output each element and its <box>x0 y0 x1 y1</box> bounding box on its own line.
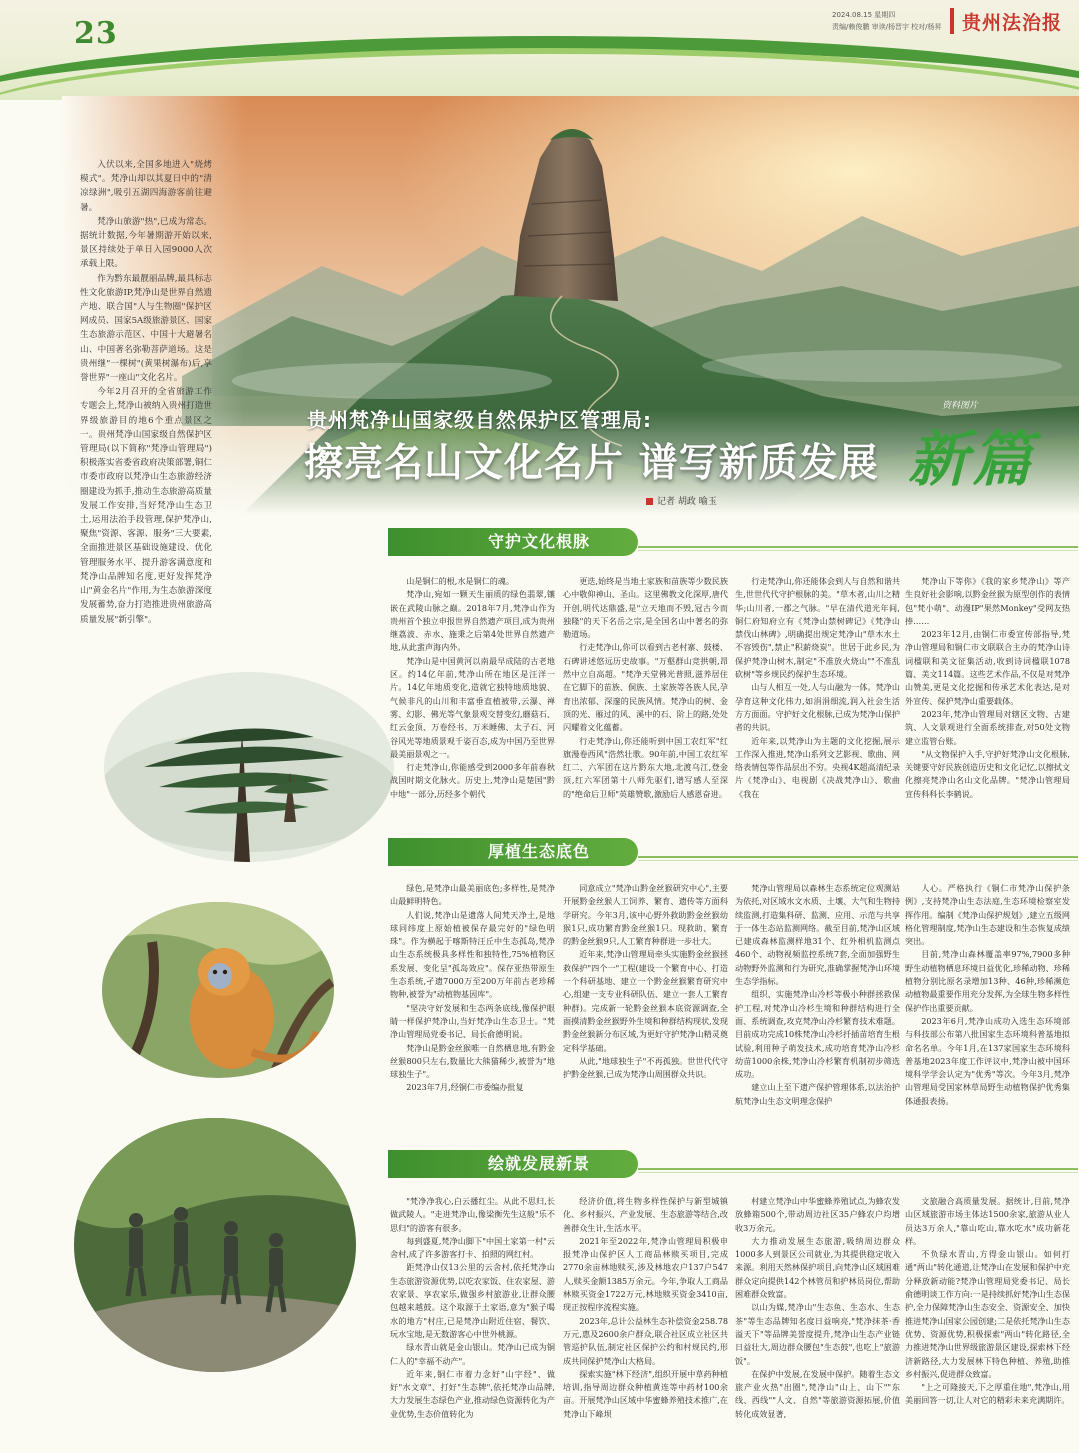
body-paragraph: 经济价值,将生物多样性保护与新型城镇化、乡村振兴、产业发展、生态旅游等结合,改善群众生计,生活水平。 <box>563 1196 728 1233</box>
section3-column-1 <box>390 1195 555 1421</box>
body-paragraph: 近年来,以梵净山为主题的文化挖掘,展示工作深入推进,梵净山系列文艺影视、歌曲、网络表情包等作品层出不穷。央视4K超高清纪录片《梵净山》、电视剧《决战梵净山》、歌曲《我在 <box>735 735 900 799</box>
lead-paragraph: 入伏以来,全国多地进入"烧烤模式"。梵净山却以其夏日中的"清凉绿洲",吸引五湖四海游客前往避暑。 <box>80 160 212 213</box>
body-paragraph: 组织、实施梵净山冷杉等极小种群拯救保护工程,对梵净山冷杉生境和种群结构进行全面、系统调查,攻克梵净山冷杉繁育技术难题。目前成功完成10株梵净山冷杉扦插苗培育生根试验,利用种子萌发技术,成功培育梵净山冷杉幼苗1000余株,梵净山冷杉繁育机制初步筛选成功。 <box>735 989 900 1080</box>
body-paragraph: 目前,梵净山森林覆盖率97%,7900多种野生动植物栖息环境日益优化,珍稀动物、珍稀植物分别比原名录增加13种、46种,珍稀濒危动植物最重要作用充分发挥,为全球生物多样性保护作出重要贡献。 <box>905 949 1070 1013</box>
section-header-ecology <box>388 838 1078 866</box>
body-paragraph: 距梵净山仅13公里的云舍村,依托梵净山生态旅游资源优势,以吃农家饭、住农家屋、游农家景、享农家乐,做强乡村旅游业,让群众腰包越来越鼓。这个取源于土家语,意为"猴子喝水的地方"村庄,已是梵净山附近住宿、餐饮、玩水宝地,是无数游客心中世外桃源。 <box>390 1262 555 1339</box>
body-paragraph: 每到盛夏,梵净山脚下"中国土家第一村"云舍村,成了许多游客打卡、拍照的网红村。 <box>390 1235 555 1260</box>
section2-column-2 <box>563 882 728 1081</box>
body-paragraph: 行走梵净山,你能感受到2000多年前春秋战国时期文化脉火。历史上,梵净山是楚国"黔中地"一部分,历经多个朝代 <box>390 762 555 799</box>
body-paragraph: 山与人相互一处,人与山融为一体。梵净山孕育这种文化伟力,如涓涓细流,润入社会生活方方面面。守护好文化根脉,已成为梵净山保护者的共识。 <box>735 682 900 733</box>
body-paragraph: 2023年,总计公益林生态补偿资金258.78万元,惠及2600余户群众,联合社区成立社区共管巡护队伍,制定社区保护公约和村规民约,形成共同保护梵净山大格局。 <box>563 1315 728 1366</box>
body-paragraph: 梵净山是黔金丝猴唯一自然栖息地,有黔金丝猴800只左右,数量比大熊猫稀少,被誉为"地球独生子"。 <box>390 1042 555 1080</box>
body-paragraph: 梵净山管理局以森林生态系统定位观测站为依托,对区域水文水质、土壤、大气和生物持续监测,打造集科研、监测、应用、示范与共享于一体生态站监测网络。截至目前,梵净山区域已建成森林监测样地31个、红外相机监测点460个、动物视频监控系统7套,全面加强野生动物野外监测和行为研究,准确掌握梵净山环境生态学指标。 <box>735 883 900 987</box>
body-paragraph: 行走梵净山,你可以看到古老村寨、鼓楼、石碑讲述悠远历史故事。"万壑群山竞拱朝,昂然中立自高超。"梵净天堂佛光普照,滋养居住在它脚下的苗族、侗族、土家族等各族人民,孕育出浓郁、深邃的民族风情。梵净山的树、金顶的光、雁过的风、溪中的石、阶上的路,处处闪耀着文化蕴蓄。 <box>563 642 728 733</box>
section2-column-1 <box>390 882 555 1095</box>
section3-column-3 <box>735 1195 900 1421</box>
body-paragraph: 2023年6月,梵净山成功入选生态环境部与科技部公布第八批国家生态环境科普基地拟命名名单。今年1月,在137家国家生态环境科普基地2023年度工作评议中,梵净山被中国环境科学学会认定为"优秀"等次。今年3月,梵净山管理局受国家林草局野生动植物保护优秀集体通报表扬。 <box>905 1015 1070 1106</box>
lead-paragraph: 作为黔东最靓丽品牌,最具标志性文化旅游IP,梵净山是世界自然遗产地、联合国"人与生物圈"保护区网成员、国家5A级旅游景区、国家生态旅游示范区、中国十大避暑名山、中国著名弥勒菩萨道场。这是贵州继"一棵树"(黄果树瀑布)后,享誉世界"一座山"文化名片。 <box>80 273 212 384</box>
section-rule <box>638 856 1078 858</box>
section-title: 绘就发展新景 <box>388 1150 638 1178</box>
newspaper-masthead: 贵州法治报 <box>962 12 1063 34</box>
body-paragraph: 行走梵净山,你还能听到中国工农红军"红旗漫卷西风"浩然壮歌。90年前,中国工农红军红二、六军团在这片黔东大地,北渡乌江,登金顶,红六军团第十八师先驱们,谱写感人至深的"绝命后卫师"英雄赞歌,激励后人感恩奋进。 <box>563 735 728 799</box>
body-paragraph: "梵净净我心,白云播红尘。从此不思归,长做武陵人。"走进梵净山,像梁衡先生这般"乐不思归"的游客有很多。 <box>390 1196 555 1233</box>
body-paragraph: 绿水青山就是金山银山。梵净山已成为铜仁人的"幸福不动产"。 <box>390 1342 555 1366</box>
page-header-band <box>0 0 1079 100</box>
body-paragraph: 在保护中发展,在发展中保护。随着生态文旅产业火热"出圈",梵净山"山上、山下""东线、西线""人文、自然"等旅游资源拓展,价值转化成效显著, <box>735 1368 900 1419</box>
photo-credit: 资料图片 <box>942 401 979 411</box>
byline <box>646 494 717 507</box>
lead-column <box>80 158 212 627</box>
body-paragraph: "从文物保护入手,守护好梵净山文化根脉,关键要守好民族创造历史和文化记忆,以擦拭文化擦亮梵净山名山文化品牌。"梵净山管理局宣传科科长李鹤说。 <box>905 748 1070 799</box>
page-number: 23 <box>74 16 118 51</box>
headline-subtitle: 贵州梵净山国家级自然保护区管理局: <box>307 408 652 432</box>
section-rule <box>638 550 1078 551</box>
section-rule <box>638 1172 1078 1173</box>
body-paragraph: 梵净山下等你》《我的家乡梵净山》等产生良好社会影响,以黔金丝猴为原型创作的表情包"梵小萌"、动漫IP"果然Monkey"受网友热捧…… <box>905 576 1070 626</box>
headline-calligraphy: 新篇 <box>908 425 1036 495</box>
golden-monkey-photo <box>102 902 334 1078</box>
section1-column-2 <box>563 575 728 801</box>
masthead-accent-bar <box>950 8 954 34</box>
section1-column-1 <box>390 575 555 801</box>
lead-paragraph: 今年2月召开的全省旅游工作专题会上,梵净山被纳入贵州打造世界级旅游目的地6个重点景区之一。贵州梵净山国家级自然保护区管理局(以下简称"梵净山管理局")积极落实省委省政府决策部署,铜仁市委市政府以梵净山生态旅游经济圈建设为抓手,推动生态旅游高质量发展工作安排,当好梵净山生态卫士,运用法治手段管理,保护梵净山,聚焦"资源、客源、服务"三大要素,全面推进景区基础设施建设、优化管理服务水平、提升游客满意度和梵净山品牌知名度,更好发挥梵净山"黄金名片"作用,为生态旅游深度发展蓄势,奋力打造推进贵州旅游高质量发展"新引擎"。 <box>80 387 212 625</box>
lead-paragraph: 梵净山旅游"热",已成为常态。据统计数据,今年暑期游开始以来,景区持续处于单日入园9000人次承载上限。 <box>80 216 212 270</box>
body-paragraph: 人心。严格执行《铜仁市梵净山保护条例》,支持梵净山生态法庭,生态环境检察室发挥作用。编制《梵净山保护规划》,建立五级网格化管理制度,梵净山生态建设和生态恢复成绩突出。 <box>905 883 1070 947</box>
section1-column-4 <box>905 575 1070 801</box>
body-paragraph: 同意成立"梵净山黔金丝猴研究中心",主要开展黔金丝猴人工饲养、繁育、遗传等方面科学研究。今年3月,该中心野外救助黔金丝猴幼猴1只,成功繁育黔金丝猴1只。现救助、繁育的黔金丝猴9只,人工繁育种群进一步壮大。 <box>563 883 728 947</box>
body-paragraph: 2021年至2022年,梵净山管理局积极申报梵净山保护区人工商品林赎买项目,完成2770余亩林地赎买,涉及林地农户137户547人,赎买金额1385万余元。今年,争取人工商品林赎买资金1722万元,林地赎买资金3410亩,现正按程序流程实施。 <box>563 1235 728 1313</box>
body-paragraph: 2023年7月,经铜仁市委编办批复 <box>406 1082 524 1093</box>
body-paragraph: 2023年,梵净山管理局对辖区文物、古建筑、人文景观进行全面系统排查,对50处文物建立监管台账。 <box>905 708 1070 746</box>
body-paragraph: "上之可隆接天,下之厚重住地",梵净山,用美丽回答一切,让人对它的精彩未来充满期许。 <box>905 1382 1070 1406</box>
section-title: 厚植生态底色 <box>388 838 638 866</box>
section1-column-3 <box>735 575 900 801</box>
byline-text: 记者 胡政 喻玉 <box>657 497 717 507</box>
section-rule <box>638 546 1078 548</box>
section2-column-3 <box>735 882 900 1108</box>
body-paragraph: 人们说,梵净山是遗落人间梵天净土,是地球同纬度上原始植被保存最完好的"绿色明珠"。作为横起于喀斯特汪丘中生态孤岛,梵净山生态系统极具多样性和独特性,75%植物区系发展、变化呈"孤岛效应"。保存亚热带原生生态系统,孑遗7000万至200万年前古老珍稀物种,被誉为"动植物基因库"。 <box>390 909 555 1000</box>
body-paragraph: 近年来,铜仁市着力念好"山字经"、做好"水文章"、打好"生态牌",依托梵净山品牌,大力发展生态绿色产业,推动绿色资源转化为产业优势,生态价值转化为 <box>390 1368 555 1419</box>
body-paragraph: 行走梵净山,你还能体会到人与自然和谐共生,世世代代守护根脉的美。"草木者,山川之精华;山川者,一郡之气脉。"早在清代道光年间,铜仁府知府立有《梵净山禁树碑记》《梵净山禁伐山林碑》,明确提出规定梵净山"草木水土不容毁伤",禁止"积薪烧炭"。世居于此乡民,为保护梵净山树木,制定"不准放火烧山""不准乱砍树"等乡规民约保护生态环境。 <box>735 576 900 680</box>
section2-column-4 <box>905 882 1070 1108</box>
issue-date: 2024.08.15 星期四 <box>832 11 896 19</box>
byline-marker-icon <box>646 498 653 505</box>
editor-credits: 责编/赖俊鹏 审读/杨晋宇 校对/杨昇 <box>832 23 942 31</box>
headline-title: 擦亮名山文化名片 谱写新质发展 <box>304 441 879 486</box>
body-paragraph: 不负绿水青山,方得金山银山。如何打通"两山"转化通道,让梵净山在发展和保护中充分释放新动能?梵净山管理局党委书记、局长俞德明谈工作方向:一是持续抓好梵净山生态保护,全力保障梵净山生态安全、资源安全、加快推进梵净山国家公园创建;二是依托梵净山生态优势、资源优势,积极探索"两山"转化路径,全力推进梵净山世界级旅游景区建设,探索林下经济新路径,大力发展林下特色种植、养殖,助推乡村振兴,促进群众致富。 <box>905 1249 1070 1379</box>
body-paragraph: 梵净山,宛如一颗天生丽质的绿色翡翠,镶嵌在武陵山脉之巅。2018年7月,梵净山作为贵州首个独立申报世界自然遗产项目,成为贵州继荔波、赤水、施秉之后第4处世界自然遗产地,从此蜚声海内外。 <box>390 589 555 653</box>
body-paragraph: 探索实施"林下经济",组织开展中草药种植培训,指导周边群众种植黄连等中药材100余亩。开展梵净山区域中华蜜蜂养殖技术推广,在梵净山下峰坝 <box>563 1368 728 1419</box>
section-header-development <box>388 1150 1078 1178</box>
section-header-culture <box>388 528 1078 556</box>
body-paragraph: 绿色,是梵净山最美丽底色;多样性,是梵净山最鲜明特色。 <box>390 883 555 907</box>
body-paragraph: 以山为媒,梵净山"生态鱼、生态水、生态茶"等生态品牌知名度日益响亮,"梵净抹茶·香溢天下"等品牌美誉度提升,梵净山生态产业链日益壮大,周边群众腰包"生态鼓",也吃上"旅游饭"。 <box>735 1302 900 1366</box>
body-paragraph: "坚决守好发展和生态两条底线,像保护眼睛一样保护梵净山,当好梵净山生态卫士。"梵净山管理局党委书记、局长俞德明说。 <box>390 1002 555 1040</box>
body-paragraph: 近年来,梵净山管理局牵头实施黔金丝猴拯救保护"四个一"工程(建设一个繁育中心、打造一个科研基地、建立一个黔金丝猴繁育研究中心,组建一支专业科研队伍、建立一套人工繁育种群)。完成新一轮黔金丝猴本底资源调查,全面摸清黔金丝猴野外生境和种群结构现状,发现黔金丝猴新分布区域,为更好守护梵净山精灵奠定科学基础。 <box>563 949 728 1053</box>
body-paragraph: 大力推动发展生态旅游,吸纳周边群众1000多人到景区公司就业,为其提供稳定收入来源。利用天然林保护项目,向梵净山区域困难群众定向提供142个林管员和护林员岗位,帮助困难群众致富。 <box>735 1235 900 1300</box>
body-paragraph: 从此,"地球独生子"不再孤独。世世代代守护黔金丝猴,已成为梵净山周围群众共识。 <box>563 1055 728 1080</box>
body-paragraph: 文旅融合高质量发展。据统计,目前,梵净山区域旅游市场主体达1500余家,旅游从业人员达3万余人,"靠山吃山,靠水吃水"成功新花样。 <box>905 1196 1070 1246</box>
body-paragraph: 2023年12月,由铜仁市委宣传部指导,梵净山管理局和铜仁市文联联合主办的梵净山诗词楹联和美文征集活动,收到诗词楹联1078篇、美文114篇。这些艺术作品,不仅是对梵净山赞美,更是文化挖掘和传承艺术化表达,是对外宣传、保护梵净山重要载体。 <box>905 629 1070 706</box>
body-paragraph: 山是铜仁的根,水是铜仁的魂。 <box>406 576 514 586</box>
patrol-rangers-photo <box>74 1118 356 1372</box>
section3-column-2 <box>563 1195 728 1421</box>
body-paragraph: 村建立梵净山中华蜜蜂养殖试点,为蜂农发放蜂箱500个,带动周边社区35户蜂农户均增收3万余元。 <box>735 1196 900 1233</box>
section-title: 守护文化根脉 <box>388 528 638 556</box>
body-paragraph: 建立山上至下遗产保护管理体系,以法治护航梵净山生态文明理念保护 <box>735 1082 900 1106</box>
body-paragraph: 更迭,始终是当地土家族和苗族等少数民族心中敬仰神山、圣山。这里佛教文化深厚,唐代开创,明代达鼎盛,是"立天地而不毁,冠古今而独隆"的天下名岳之宗,是全国名山中著名的弥勒道场。 <box>563 576 728 640</box>
section-rule <box>638 1168 1078 1170</box>
section3-column-4 <box>905 1195 1070 1408</box>
section-rule <box>638 860 1078 861</box>
body-paragraph: 梵净山是中国黄河以南最早成陆的古老地区。约14亿年前,梵净山所在地区是汪洋一片。14亿年地质变化,造就它独特地质地貌、气候非凡的山川和丰富垂直植被带,云瀑、禅雾、幻影、佛光等气象景观交替变幻,蘑菇石、红云金顶、万卷经书、万米睡佛、太子石、河谷风光等地质景观千姿百态,成为中国乃至世界最美丽景观之一。 <box>390 655 555 759</box>
pine-tree-photo <box>104 672 394 862</box>
